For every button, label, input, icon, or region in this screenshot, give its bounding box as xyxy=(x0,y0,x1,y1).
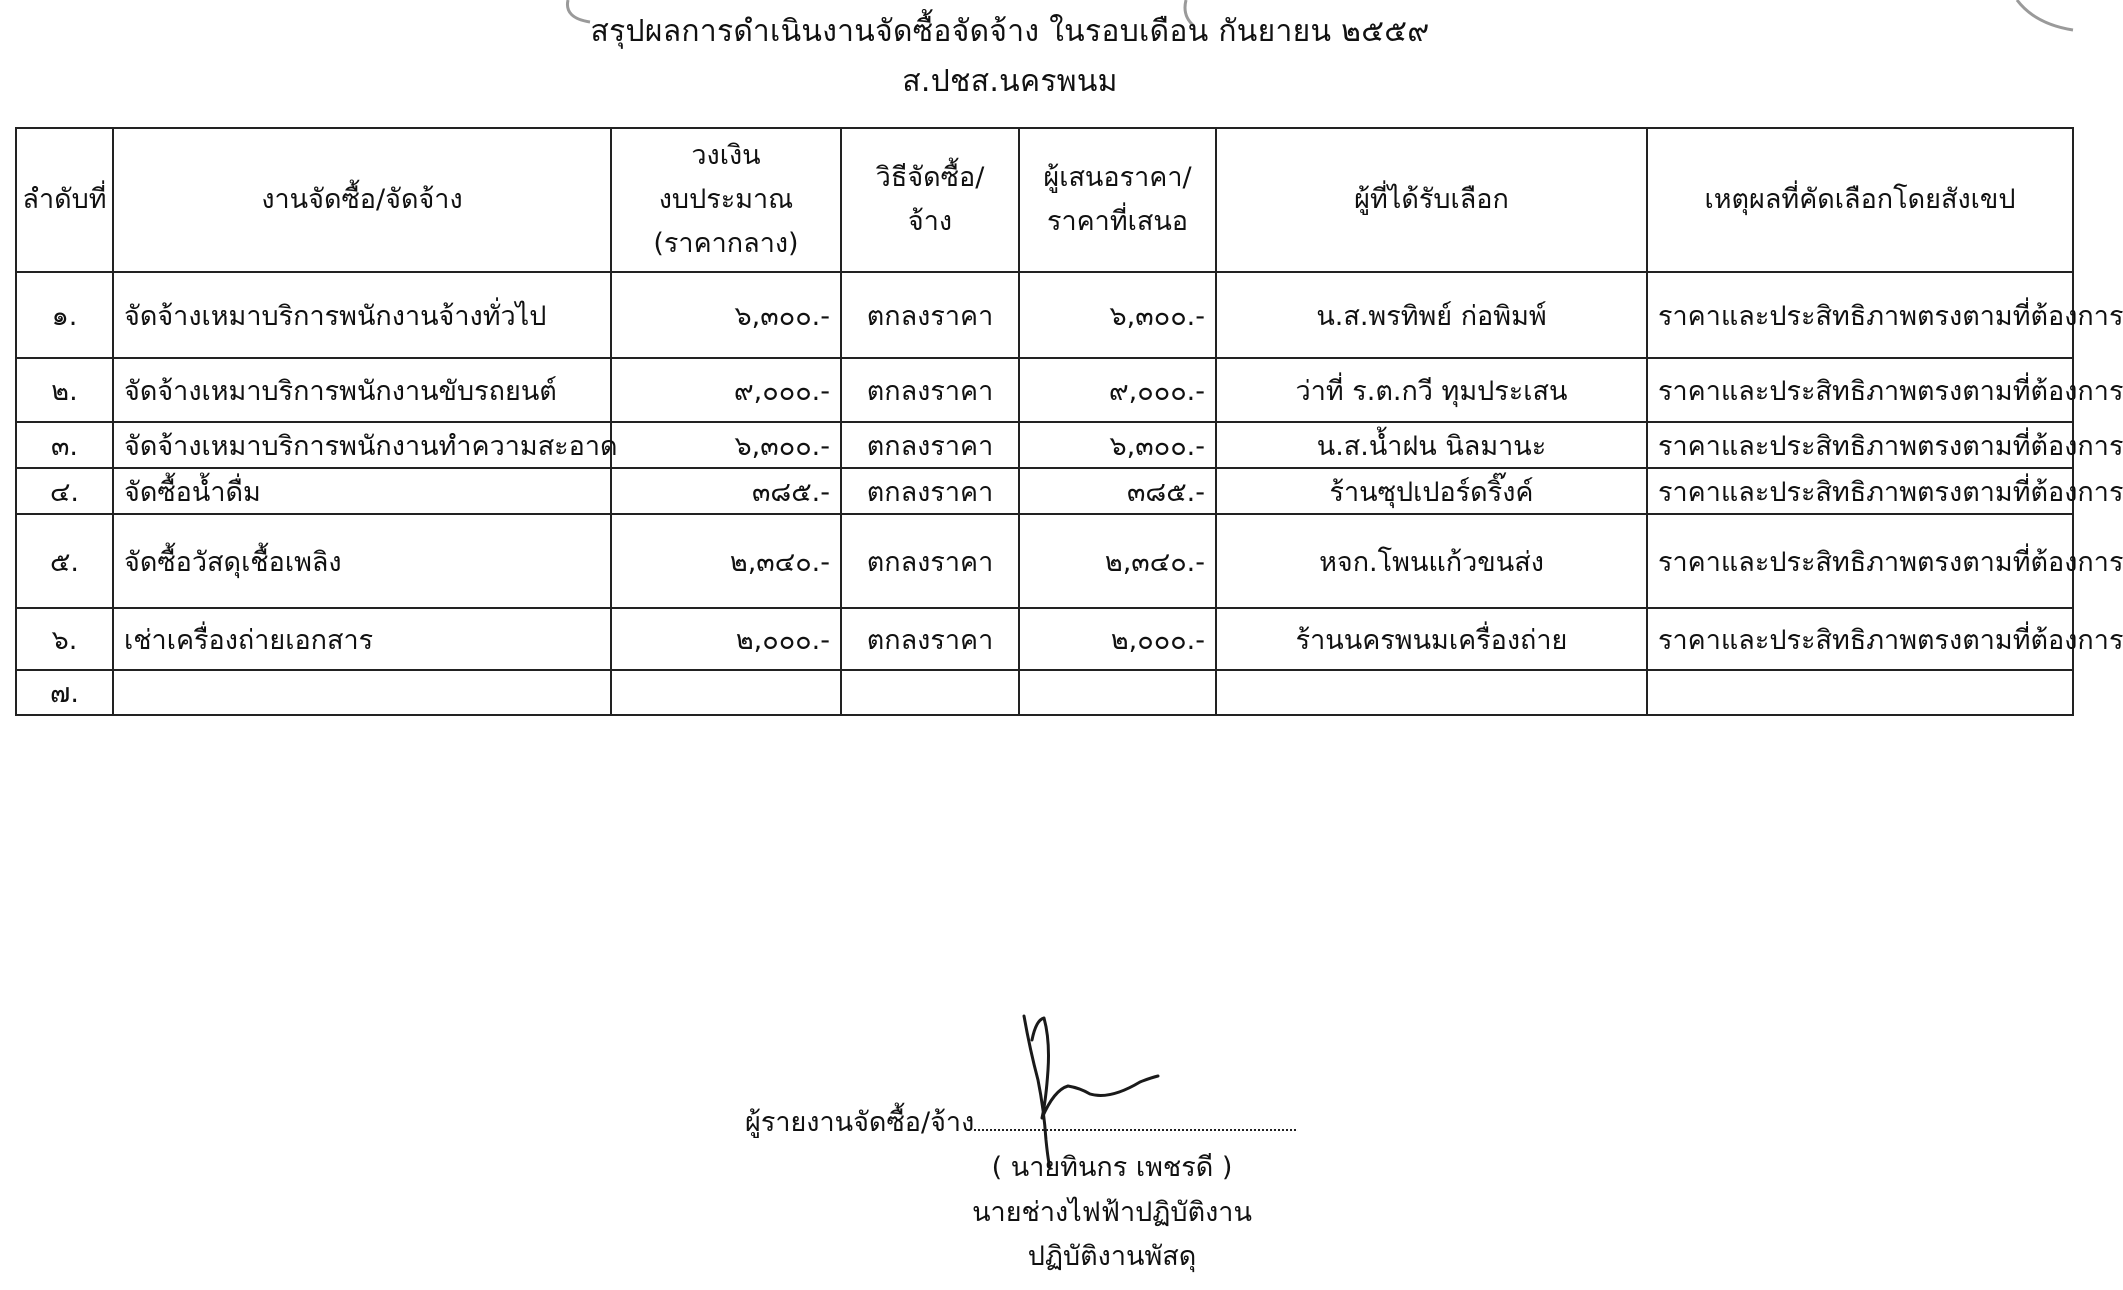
table-row xyxy=(16,608,2073,670)
cell-reason: ราคาและประสิทธิภาพตรงตามที่ต้องการ xyxy=(1647,514,2073,608)
cell-budget: ๙,๐๐๐.- xyxy=(611,358,841,422)
cell-work: จัดซื้อน้ำดื่ม xyxy=(113,468,611,514)
table-row xyxy=(16,468,2073,514)
cell-bid: ๖,๓๐๐.- xyxy=(1019,272,1216,358)
column-header-bidder-line2: ราคาที่เสนอ xyxy=(1046,206,1189,237)
cell-method: ตกลงราคา xyxy=(841,272,1019,358)
column-header-bidder-line1: ผู้เสนอราคา/ xyxy=(1043,162,1192,193)
cell-winner xyxy=(1216,670,1647,715)
cell-method: ตกลงราคา xyxy=(841,422,1019,468)
cell-work: จัดจ้างเหมาบริการพนักงานขับรถยนต์ xyxy=(113,358,611,422)
cell-reason: ราคาและประสิทธิภาพตรงตามที่ต้องการ xyxy=(1647,608,2073,670)
cell-method: ตกลงราคา xyxy=(841,608,1019,670)
cell-winner: ว่าที่ ร.ต.กวี ทุมประเสน xyxy=(1216,358,1647,422)
column-header-work: งานจัดซื้อ/จัดจ้าง xyxy=(113,128,611,272)
column-header-winner: ผู้ที่ได้รับเลือก xyxy=(1216,128,1647,272)
cell-method: ตกลงราคา xyxy=(841,468,1019,514)
cell-bid: ๖,๓๐๐.- xyxy=(1019,422,1216,468)
column-header-budget-line2: งบประมาณ xyxy=(658,184,794,215)
cell-winner: น.ส.น้ำฝน นิลมานะ xyxy=(1216,422,1647,468)
reporter-signature-line xyxy=(745,1100,1296,1143)
cell-no: ๑. xyxy=(16,272,113,358)
cell-reason: ราคาและประสิทธิภาพตรงตามที่ต้องการ xyxy=(1647,272,2073,358)
cell-work: เช่าเครื่องถ่ายเอกสาร xyxy=(113,608,611,670)
cell-no: ๗. xyxy=(16,670,113,715)
cell-reason: ราคาและประสิทธิภาพตรงตามที่ต้องการ xyxy=(1647,422,2073,468)
column-header-method-line2: จ้าง xyxy=(907,206,953,237)
cell-bid: ๒,๓๔๐.- xyxy=(1019,514,1216,608)
document-title: สรุปผลการดำเนินงานจัดซื้อจัดจ้าง ในรอบเดือน กันยายน ๒๕๕๙ xyxy=(590,14,1430,49)
signature-dotted-line xyxy=(974,1109,1296,1131)
cell-budget: ๖,๓๐๐.- xyxy=(611,272,841,358)
column-header-reason: เหตุผลที่คัดเลือกโดยสังเขป xyxy=(1647,128,2073,272)
procurement-summary-table xyxy=(15,127,2123,716)
column-header-budget-line1: วงเงิน xyxy=(691,140,761,171)
punch-hole-mark-corner xyxy=(2015,0,2075,40)
cell-winner: ร้านนครพนมเครื่องถ่าย xyxy=(1216,608,1647,670)
signer-position: นายช่างไฟฟ้าปฏิบัติงาน xyxy=(972,1197,1252,1228)
column-header-method xyxy=(841,128,1019,272)
column-header-bidder xyxy=(1019,128,1216,272)
table-header-row xyxy=(16,128,2073,272)
cell-work: จัดซื้อวัสดุเชื้อเพลิง xyxy=(113,514,611,608)
signer-role: ปฏิบัติงานพัสดุ xyxy=(1027,1241,1197,1272)
cell-no: ๕. xyxy=(16,514,113,608)
cell-bid: ๙,๐๐๐.- xyxy=(1019,358,1216,422)
cell-bid xyxy=(1019,670,1216,715)
cell-budget: ๒,๓๔๐.- xyxy=(611,514,841,608)
cell-work: จัดจ้างเหมาบริการพนักงานทำความสะอาด xyxy=(113,422,611,468)
cell-budget xyxy=(611,670,841,715)
cell-method: ตกลงราคา xyxy=(841,514,1019,608)
cell-no: ๓. xyxy=(16,422,113,468)
cell-no: ๔. xyxy=(16,468,113,514)
cell-reason: ราคาและประสิทธิภาพตรงตามที่ต้องการ xyxy=(1647,358,2073,422)
cell-winner: หจก.โพนแก้วขนส่ง xyxy=(1216,514,1647,608)
cell-method: ตกลงราคา xyxy=(841,358,1019,422)
document-subtitle: ส.ปชส.นครพนม xyxy=(902,64,1118,99)
cell-budget: ๒,๐๐๐.- xyxy=(611,608,841,670)
column-header-budget-line3: (ราคากลาง) xyxy=(653,228,799,259)
column-header-method-line1: วิธีจัดซื้อ/ xyxy=(875,162,985,193)
cell-bid: ๓๘๕.- xyxy=(1019,468,1216,514)
column-header-budget xyxy=(611,128,841,272)
table-row xyxy=(16,272,2073,358)
column-header-no xyxy=(16,128,113,272)
cell-no: ๒. xyxy=(16,358,113,422)
cell-budget: ๖,๓๐๐.- xyxy=(611,422,841,468)
cell-budget: ๓๘๕.- xyxy=(611,468,841,514)
cell-winner: ร้านซุปเปอร์ดริ๊งค์ xyxy=(1216,468,1647,514)
cell-work: จัดจ้างเหมาบริการพนักงานจ้างทั่วไป xyxy=(113,272,611,358)
cell-work xyxy=(113,670,611,715)
table-row xyxy=(16,514,2073,608)
cell-winner: น.ส.พรทิพย์ ก่อพิมพ์ xyxy=(1216,272,1647,358)
cell-bid: ๒,๐๐๐.- xyxy=(1019,608,1216,670)
reporter-label: ผู้รายงานจัดซื้อ/จ้าง xyxy=(745,1107,975,1138)
cell-method xyxy=(841,670,1019,715)
cell-no: ๖. xyxy=(16,608,113,670)
table-row xyxy=(16,422,2073,468)
table-row xyxy=(16,358,2073,422)
cell-reason xyxy=(1647,670,2073,715)
signer-name: ( นายทินกร เพชรดี ) xyxy=(991,1152,1233,1183)
column-header-no-label: ลำดับที่ xyxy=(22,184,107,215)
table-row xyxy=(16,670,2073,715)
cell-reason: ราคาและประสิทธิภาพตรงตามที่ต้องการ xyxy=(1647,468,2073,514)
